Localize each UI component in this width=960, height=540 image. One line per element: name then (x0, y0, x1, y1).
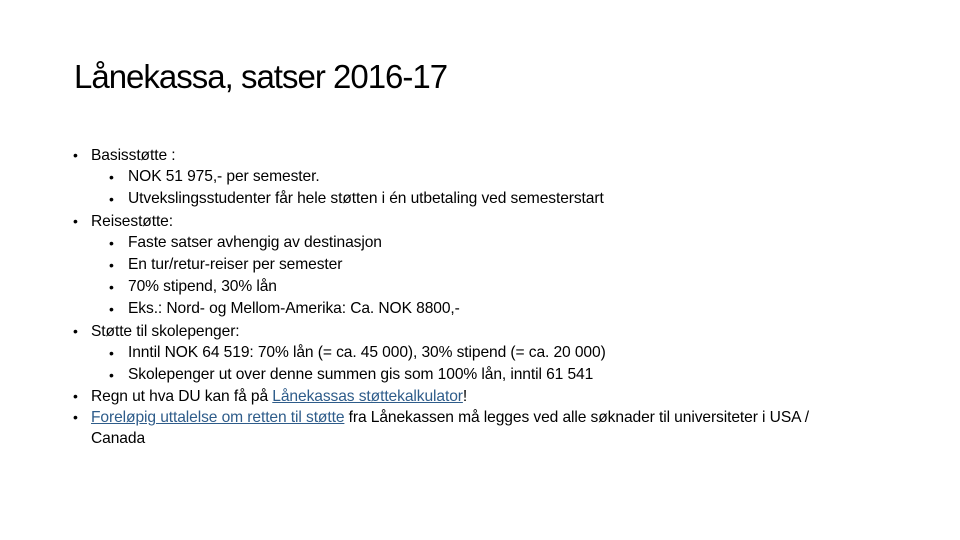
forelopig-uttalelse-link[interactable]: Foreløpig uttalelse om retten til støtte (91, 409, 345, 427)
sub-bullet (70, 166, 900, 188)
bullet-kalkulator (70, 386, 900, 407)
sub-bullet-text: En tur/retur-reiser per semester (128, 255, 343, 273)
bullet-basisstotte (70, 145, 900, 166)
sub-bullet (70, 276, 900, 298)
bullet-dot: • (109, 191, 114, 208)
bullet-dot: • (109, 169, 114, 185)
sub-bullet (70, 188, 900, 210)
sub-bullet-text: Skolepenger ut over denne summen gis som 100% lån, inntil 61 541 (128, 366, 594, 384)
bullet-text: Basisstøtte : (91, 147, 176, 164)
bullet-forelopig-uttalelse (70, 407, 900, 449)
prelim-text-after: fra Lånekassen må legges ved alle søknader til universiteter i USA / Canada (91, 409, 810, 448)
sub-bullet (70, 342, 900, 364)
sub-bullet-text: 70% stipend, 30% lån (128, 278, 277, 296)
sub-bullet (70, 232, 900, 254)
bullet-dot: • (109, 256, 114, 273)
sub-bullet (70, 254, 900, 276)
calc-text-before: Regn ut hva DU kan få på (91, 388, 273, 406)
calc-text-after: ! (462, 388, 468, 406)
bullet-dot: • (109, 301, 114, 318)
bullet-dot: • (109, 344, 114, 361)
bullet-text: Reisestøtte: (91, 212, 173, 230)
sub-bullet-text: Utvekslingsstudenter får hele støtten i én utbetaling ved semesterstart (128, 190, 604, 208)
bullet-dot: • (109, 234, 114, 251)
bullet-text: Støtte til skolepenger: (91, 322, 240, 340)
sub-bullet-text: Eks.: Nord- og Mellom-Amerika: Ca. NOK 8800,- (128, 300, 460, 318)
bullet-dot: • (73, 388, 78, 405)
slide-body (70, 145, 900, 449)
bullet-skolepenger (70, 321, 900, 342)
bullet-dot: • (109, 367, 114, 384)
bullet-dot: • (73, 409, 78, 426)
slide-title: Lånekassa, satser 2016-17 (74, 58, 448, 95)
sub-bullet-text: Faste satser avhengig av destinasjon (128, 233, 382, 251)
sub-bullet (70, 298, 900, 320)
bullet-reisestotte (70, 211, 900, 232)
sub-bullet-text: Inntil NOK 64 519: 70% lån (= ca. 45 000), 30% stipend (= ca. 20 000) (128, 343, 606, 361)
bullet-dot: • (73, 147, 78, 163)
stottekalkulator-link[interactable]: Lånekassas støttekalkulator (272, 388, 463, 406)
sub-bullet-text: NOK 51 975,- per semester. (128, 168, 320, 185)
bullet-dot: • (73, 212, 78, 229)
sub-bullet (70, 364, 900, 386)
bullet-dot: • (109, 279, 114, 296)
bullet-dot: • (73, 322, 78, 339)
